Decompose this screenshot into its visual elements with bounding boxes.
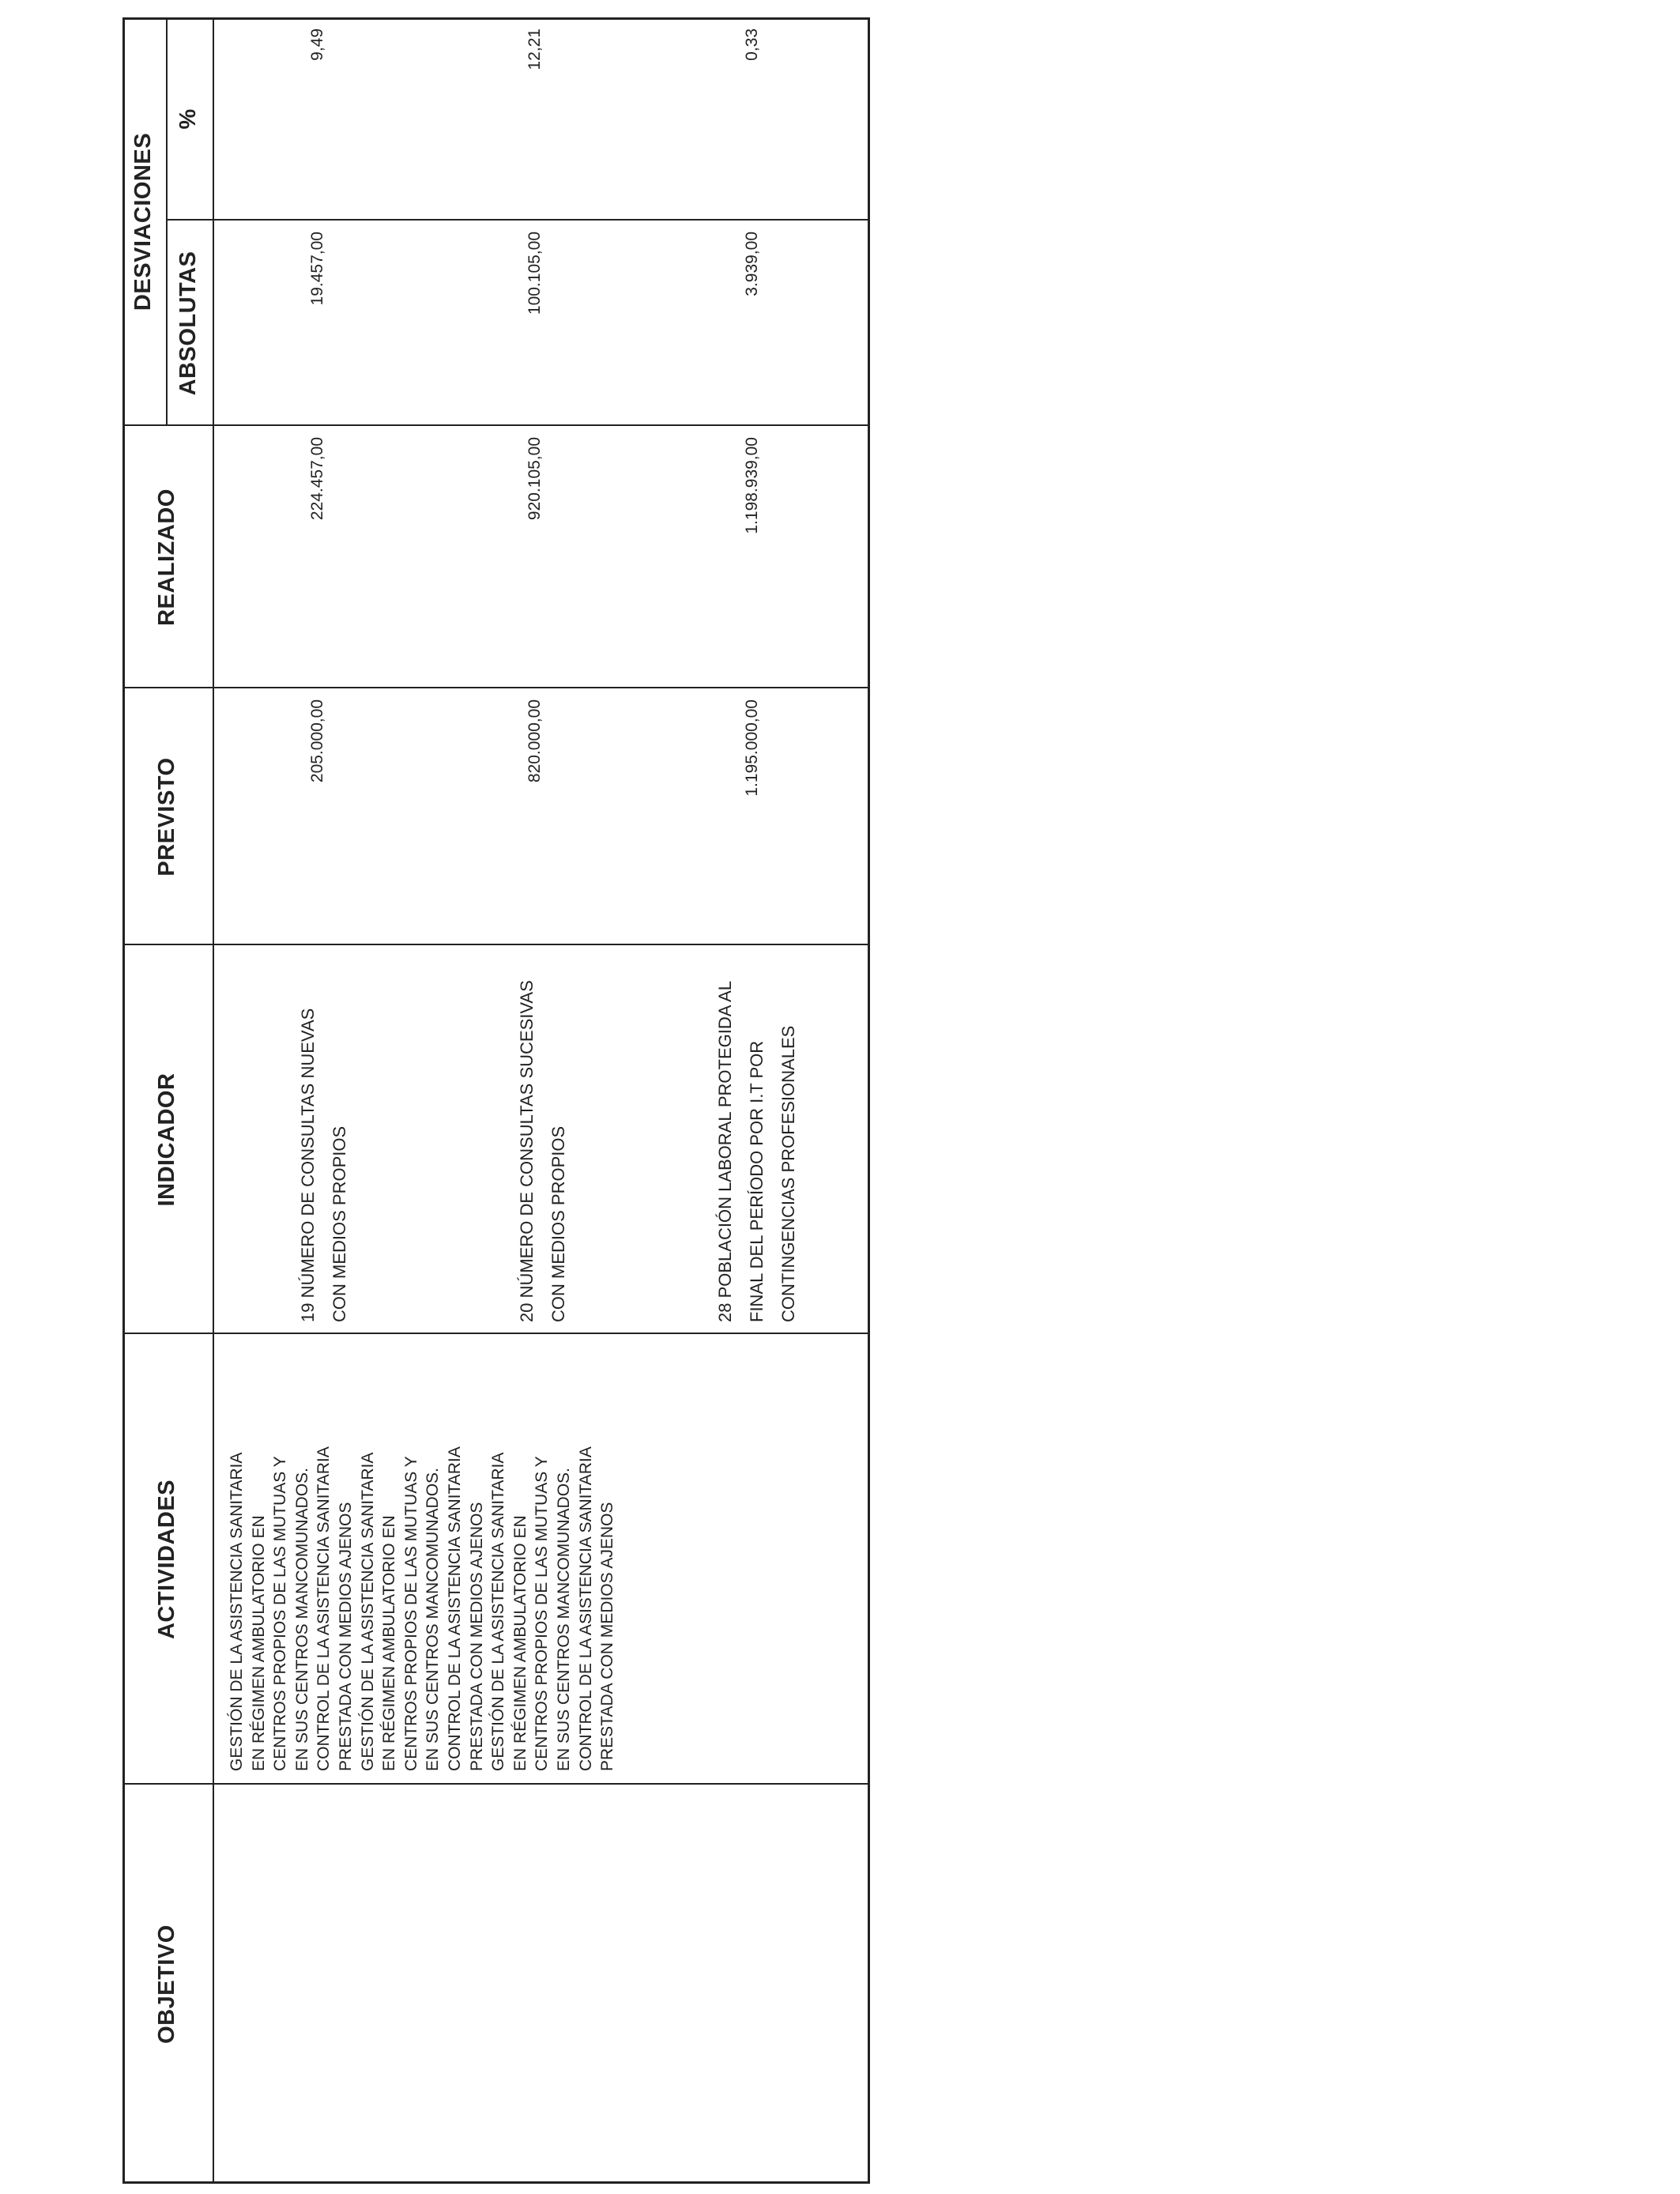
actividades-line: CONTROL DE LA ASISTENCIA SANITARIA [576,1446,595,1771]
actividades-line: EN RÉGIMEN AMBULATORIO EN [380,1515,399,1771]
actividades-line: EN SUS CENTROS MANCOMUNADOS. [424,1468,443,1771]
table-row-2-realizado: 920.105,00 [525,437,544,521]
divider-previsto-realizado [122,687,870,688]
divider-actividades-indicador [122,1333,870,1334]
actividades-line: PRESTADA CON MEDIOS AJENOS [467,1502,486,1771]
actividades-line: EN RÉGIMEN AMBULATORIO EN [510,1515,529,1771]
indicador-line: CON MEDIOS PROPIOS [548,1125,568,1322]
header-previsto: PREVISTO [154,757,179,876]
table-row-2-porcentaje: 12,21 [525,28,544,70]
header-actividades: ACTIVIDADES [154,1479,179,1640]
indicador-line: 19 NÚMERO DE CONSULTAS NUEVAS [298,1008,318,1322]
actividades-line: CONTROL DE LA ASISTENCIA SANITARIA [445,1446,464,1771]
actividades-line: GESTIÓN DE LA ASISTENCIA SANITARIA [358,1452,377,1771]
table-row-3-porcentaje: 0,33 [743,28,761,61]
header-indicador: INDICADOR [154,1072,179,1207]
actividades-line: CENTROS PROPIOS DE LAS MUTUAS Y [401,1456,420,1771]
header-absolutas: ABSOLUTAS [175,251,201,396]
table-row-1-porcentaje: 9,49 [308,28,326,61]
divider-objetivo-actividades [122,1783,870,1785]
table-row-3-absolutas: 3.939,00 [743,232,761,296]
actividades-line: CONTROL DE LA ASISTENCIA SANITARIA [315,1446,333,1771]
actividades-line: GESTIÓN DE LA ASISTENCIA SANITARIA [489,1452,508,1771]
actividades-line: EN SUS CENTROS MANCOMUNADOS. [292,1468,311,1771]
divider-realizado-desviaciones [122,424,870,426]
table-row-2-previsto: 820.000,00 [525,699,544,783]
actividades-line: CENTROS PROPIOS DE LAS MUTUAS Y [533,1456,552,1771]
table-row-3-indicador [710,911,804,1322]
divider-absolutas-porcentaje [166,219,870,221]
indicador-line: FINAL DEL PERÍODO POR I.T POR [747,1040,767,1322]
actividades-line: EN SUS CENTROS MANCOMUNADOS. [554,1468,573,1771]
table-row-1-absolutas: 19.457,00 [308,232,326,306]
actividades-text [226,1344,619,1771]
table-row-1-previsto: 205.000,00 [308,699,326,783]
header-bottom-line [213,17,214,2184]
header-objetivo: OBJETIVO [154,1924,179,2044]
actividades-line: EN RÉGIMEN AMBULATORIO EN [249,1515,268,1771]
table-row-2-indicador [511,911,574,1322]
header-porcentaje: % [175,108,201,130]
header-desviaciones: DESVIACIONES [130,132,156,311]
table-row-1-realizado: 224.457,00 [308,437,326,521]
actividades-line: CENTROS PROPIOS DE LAS MUTUAS Y [271,1456,290,1771]
table-row-3-previsto: 1.195.000,00 [743,699,761,797]
indicador-line: 28 POBLACIÓN LABORAL PROTEGIDA AL [715,980,735,1322]
actividades-line: PRESTADA CON MEDIOS AJENOS [598,1502,617,1771]
indicador-line: CON MEDIOS PROPIOS [330,1125,349,1322]
header-realizado: REALIZADO [154,488,179,626]
indicador-line: 20 NÚMERO DE CONSULTAS SUCESIVAS [517,980,537,1322]
table-row-1-indicador [292,911,356,1322]
actividades-line: PRESTADA CON MEDIOS AJENOS [336,1502,355,1771]
table-row-3-realizado: 1.198.939,00 [743,437,761,534]
indicador-line: CONTINGENCIAS PROFESIONALES [778,1025,798,1322]
desviaciones-subheader-line [166,17,168,426]
actividades-line: GESTIÓN DE LA ASISTENCIA SANITARIA [228,1452,246,1771]
table-row-2-absolutas: 100.105,00 [525,232,544,315]
